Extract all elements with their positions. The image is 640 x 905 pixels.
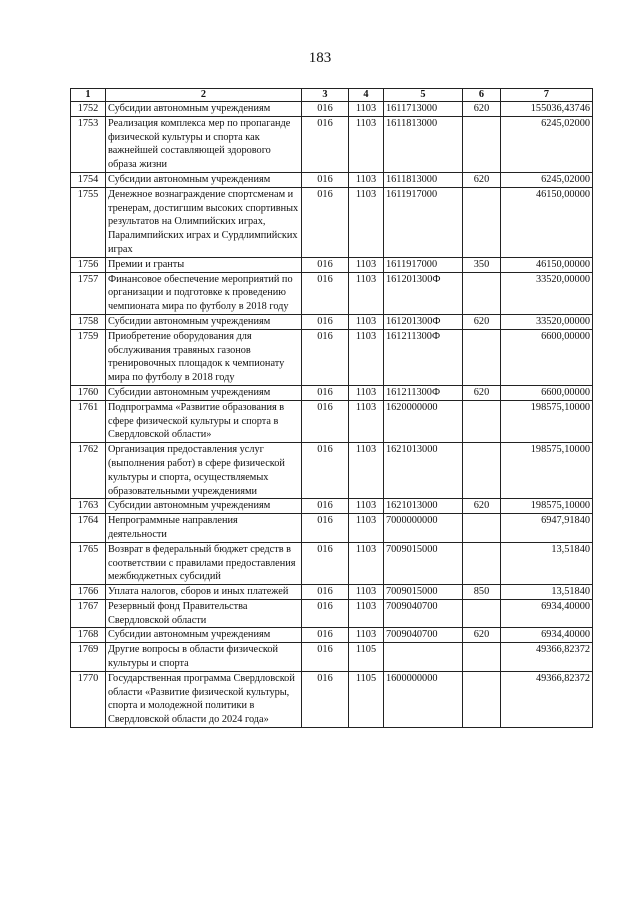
- row-name: Субсидии автономным учреждениям: [106, 102, 302, 117]
- table-body: [71, 102, 593, 728]
- row-expense-type: 620: [463, 102, 501, 117]
- row-department-code: 016: [302, 643, 349, 672]
- table-row: [71, 102, 593, 117]
- row-name: Непрограммные направления деятельности: [106, 514, 302, 543]
- table-row: [71, 585, 593, 600]
- row-number: 1763: [71, 499, 106, 514]
- row-section-code: 1103: [349, 542, 384, 584]
- row-number: 1755: [71, 187, 106, 257]
- row-number: 1757: [71, 272, 106, 314]
- row-expense-type: [463, 514, 501, 543]
- row-amount: 198575,10000: [501, 499, 593, 514]
- row-amount: 46150,00000: [501, 257, 593, 272]
- row-number: 1754: [71, 172, 106, 187]
- row-target-code: 161201300Ф: [384, 272, 463, 314]
- row-amount: 198575,10000: [501, 443, 593, 499]
- row-name: Субсидии автономным учреждениям: [106, 628, 302, 643]
- row-amount: 33520,00000: [501, 272, 593, 314]
- row-expense-type: [463, 400, 501, 442]
- row-expense-type: [463, 599, 501, 628]
- row-number: 1752: [71, 102, 106, 117]
- table-row: [71, 514, 593, 543]
- row-amount: 6947,91840: [501, 514, 593, 543]
- row-target-code: 1611713000: [384, 102, 463, 117]
- row-section-code: 1103: [349, 585, 384, 600]
- row-section-code: 1103: [349, 443, 384, 499]
- row-amount: 46150,00000: [501, 187, 593, 257]
- row-target-code: 1611813000: [384, 116, 463, 172]
- row-department-code: 016: [302, 499, 349, 514]
- row-name: Реализация комплекса мер по пропаганде физической культуры и спорта как важнейшей составляющей здорового образа жизни: [106, 116, 302, 172]
- row-department-code: 016: [302, 599, 349, 628]
- table-row: [71, 187, 593, 257]
- row-department-code: 016: [302, 314, 349, 329]
- table-row: [71, 671, 593, 727]
- row-section-code: 1105: [349, 671, 384, 727]
- header-col-4: 4: [349, 89, 384, 102]
- row-number: 1764: [71, 514, 106, 543]
- row-department-code: 016: [302, 628, 349, 643]
- row-expense-type: [463, 643, 501, 672]
- row-name: Субсидии автономным учреждениям: [106, 172, 302, 187]
- table-row: [71, 400, 593, 442]
- row-amount: 198575,10000: [501, 400, 593, 442]
- row-department-code: 016: [302, 116, 349, 172]
- table-row: [71, 385, 593, 400]
- row-name: Другие вопросы в области физической культуры и спорта: [106, 643, 302, 672]
- row-number: 1762: [71, 443, 106, 499]
- row-section-code: 1103: [349, 385, 384, 400]
- row-number: 1759: [71, 329, 106, 385]
- row-department-code: 016: [302, 102, 349, 117]
- row-name: Премии и гранты: [106, 257, 302, 272]
- row-number: 1761: [71, 400, 106, 442]
- row-expense-type: 620: [463, 499, 501, 514]
- row-section-code: 1103: [349, 102, 384, 117]
- row-target-code: 1611917000: [384, 187, 463, 257]
- row-target-code: 161211300Ф: [384, 385, 463, 400]
- row-department-code: 016: [302, 187, 349, 257]
- row-target-code: 1611813000: [384, 172, 463, 187]
- row-name: Резервный фонд Правительства Свердловской области: [106, 599, 302, 628]
- row-expense-type: 850: [463, 585, 501, 600]
- row-number: 1760: [71, 385, 106, 400]
- row-department-code: 016: [302, 385, 349, 400]
- row-department-code: 016: [302, 172, 349, 187]
- table-row: [71, 628, 593, 643]
- row-expense-type: 350: [463, 257, 501, 272]
- header-col-5: 5: [384, 89, 463, 102]
- row-target-code: [384, 643, 463, 672]
- table-row: [71, 272, 593, 314]
- row-name: Подпрограмма «Развитие образования в сфере физической культуры и спорта в Свердловской области»: [106, 400, 302, 442]
- row-name: Субсидии автономным учреждениям: [106, 314, 302, 329]
- row-section-code: 1103: [349, 499, 384, 514]
- row-number: 1769: [71, 643, 106, 672]
- row-amount: 49366,82372: [501, 671, 593, 727]
- row-amount: 6245,02000: [501, 172, 593, 187]
- row-number: 1766: [71, 585, 106, 600]
- row-department-code: 016: [302, 671, 349, 727]
- row-name: Организация предоставления услуг (выполнения работ) в сфере физической культуры и спорта, осуществляемых образовательными учреждениями: [106, 443, 302, 499]
- row-target-code: 1620000000: [384, 400, 463, 442]
- row-section-code: 1103: [349, 116, 384, 172]
- row-name: Государственная программа Свердловской области «Развитие физической культуры, спорта и молодежной политики в Свердловской области до 2024 года»: [106, 671, 302, 727]
- row-department-code: 016: [302, 257, 349, 272]
- row-amount: 13,51840: [501, 585, 593, 600]
- row-number: 1767: [71, 599, 106, 628]
- row-target-code: 161201300Ф: [384, 314, 463, 329]
- row-section-code: 1103: [349, 329, 384, 385]
- row-amount: 49366,82372: [501, 643, 593, 672]
- row-department-code: 016: [302, 443, 349, 499]
- row-expense-type: [463, 542, 501, 584]
- row-name: Возврат в федеральный бюджет средств в соответствии с правилами предоставления межбюджетных субсидий: [106, 542, 302, 584]
- row-number: 1758: [71, 314, 106, 329]
- row-amount: 6600,00000: [501, 329, 593, 385]
- row-amount: 155036,43746: [501, 102, 593, 117]
- row-section-code: 1103: [349, 400, 384, 442]
- row-amount: 6934,40000: [501, 599, 593, 628]
- row-name: Уплата налогов, сборов и иных платежей: [106, 585, 302, 600]
- row-name: Субсидии автономным учреждениям: [106, 499, 302, 514]
- table-row: [71, 643, 593, 672]
- header-col-7: 7: [501, 89, 593, 102]
- table-row: [71, 116, 593, 172]
- table-row: [71, 172, 593, 187]
- row-amount: 33520,00000: [501, 314, 593, 329]
- row-section-code: 1105: [349, 643, 384, 672]
- row-target-code: 7009015000: [384, 542, 463, 584]
- row-target-code: 7009015000: [384, 585, 463, 600]
- table-row: [71, 329, 593, 385]
- row-department-code: 016: [302, 329, 349, 385]
- table-row: [71, 443, 593, 499]
- row-amount: 6934,40000: [501, 628, 593, 643]
- row-target-code: 161211300Ф: [384, 329, 463, 385]
- row-amount: 6245,02000: [501, 116, 593, 172]
- row-target-code: 7009040700: [384, 599, 463, 628]
- row-name: Приобретение оборудования для обслуживания травяных газонов тренировочных площадок к чемпионату мира по футболу в 2018 году: [106, 329, 302, 385]
- row-expense-type: [463, 187, 501, 257]
- row-section-code: 1103: [349, 314, 384, 329]
- header-col-1: 1: [71, 89, 106, 102]
- row-amount: 13,51840: [501, 542, 593, 584]
- table-row: [71, 257, 593, 272]
- table-header: [71, 89, 593, 102]
- row-section-code: 1103: [349, 187, 384, 257]
- budget-table: [70, 88, 593, 728]
- row-expense-type: 620: [463, 314, 501, 329]
- header-col-2: 2: [106, 89, 302, 102]
- row-section-code: 1103: [349, 628, 384, 643]
- row-name: Субсидии автономным учреждениям: [106, 385, 302, 400]
- row-name: Денежное вознаграждение спортсменам и тренерам, достигшим высоких спортивных результатов на Олимпийских играх, Паралимпийских играх и Сурдлимпийских играх: [106, 187, 302, 257]
- header-col-3: 3: [302, 89, 349, 102]
- row-number: 1765: [71, 542, 106, 584]
- row-target-code: 7009040700: [384, 628, 463, 643]
- row-department-code: 016: [302, 585, 349, 600]
- row-number: 1756: [71, 257, 106, 272]
- row-department-code: 016: [302, 272, 349, 314]
- row-expense-type: [463, 116, 501, 172]
- row-department-code: 016: [302, 400, 349, 442]
- row-name: Финансовое обеспечение мероприятий по организации и подготовке к проведению чемпионата мира по футболу в 2018 году: [106, 272, 302, 314]
- row-expense-type: 620: [463, 385, 501, 400]
- row-number: 1768: [71, 628, 106, 643]
- row-department-code: 016: [302, 542, 349, 584]
- row-section-code: 1103: [349, 599, 384, 628]
- row-expense-type: [463, 329, 501, 385]
- header-row: [71, 89, 593, 102]
- table-row: [71, 599, 593, 628]
- row-target-code: 7000000000: [384, 514, 463, 543]
- row-target-code: 1611917000: [384, 257, 463, 272]
- row-department-code: 016: [302, 514, 349, 543]
- row-section-code: 1103: [349, 257, 384, 272]
- row-expense-type: 620: [463, 172, 501, 187]
- row-expense-type: [463, 443, 501, 499]
- row-section-code: 1103: [349, 272, 384, 314]
- row-section-code: 1103: [349, 172, 384, 187]
- table-row: [71, 542, 593, 584]
- page-number: 183: [308, 50, 332, 66]
- row-target-code: 1621013000: [384, 499, 463, 514]
- row-number: 1753: [71, 116, 106, 172]
- row-target-code: 1621013000: [384, 443, 463, 499]
- row-section-code: 1103: [349, 514, 384, 543]
- row-target-code: 1600000000: [384, 671, 463, 727]
- table-row: [71, 499, 593, 514]
- row-expense-type: [463, 272, 501, 314]
- table-row: [71, 314, 593, 329]
- header-col-6: 6: [463, 89, 501, 102]
- row-amount: 6600,00000: [501, 385, 593, 400]
- row-expense-type: [463, 671, 501, 727]
- row-number: 1770: [71, 671, 106, 727]
- row-expense-type: 620: [463, 628, 501, 643]
